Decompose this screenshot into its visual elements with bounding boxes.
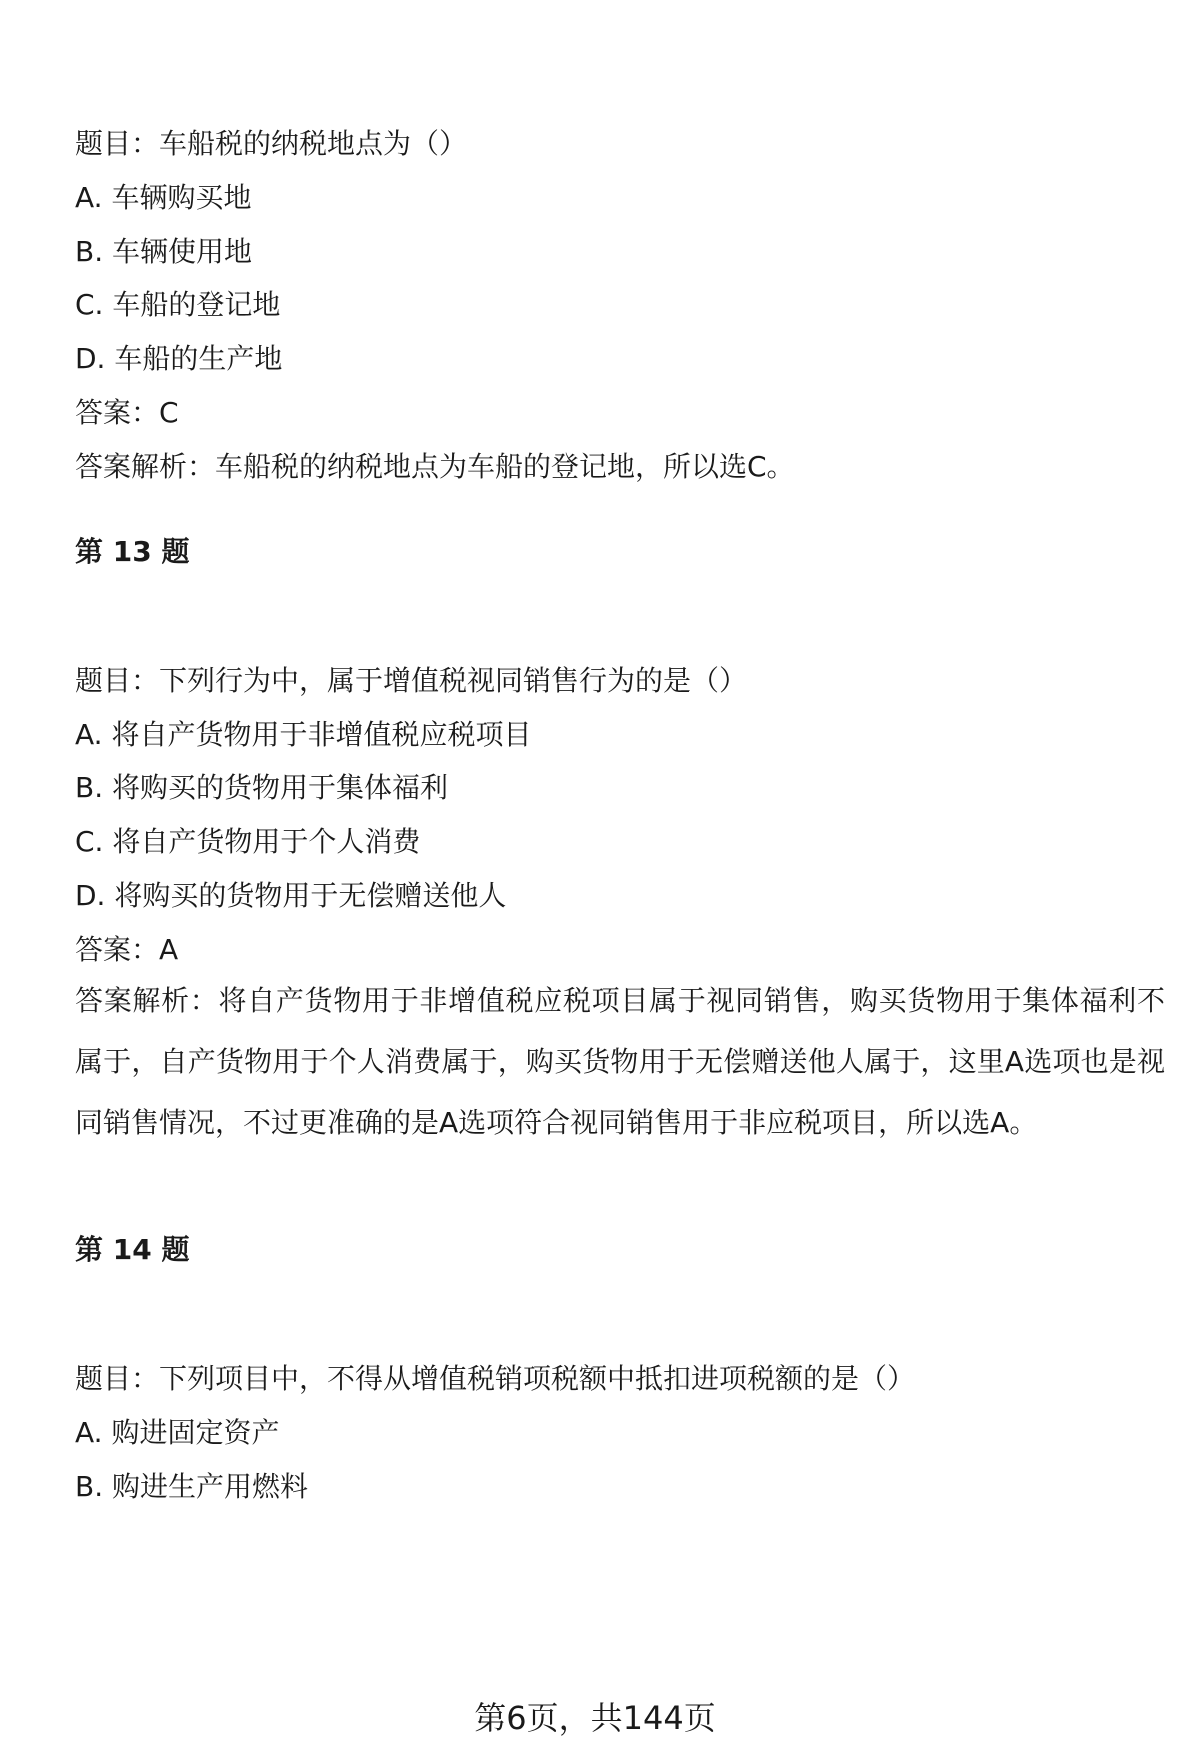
question-14-heading: 第 14 题 xyxy=(75,1233,190,1266)
question-13-text: 题目：下列行为中，属于增值税视同销售行为的是（） xyxy=(75,664,748,697)
question-13-option-c: C. 将自产货物用于个人消费 xyxy=(75,825,421,858)
question-12-option-d: D. 车船的生产地 xyxy=(75,342,283,375)
question-13-option-b: B. 将购买的货物用于集体福利 xyxy=(75,771,449,804)
question-13-option-a: A. 将自产货物用于非增值税应税项目 xyxy=(75,718,532,751)
question-12-option-c: C. 车船的登记地 xyxy=(75,288,281,321)
question-13-option-d: D. 将购买的货物用于无偿赠送他人 xyxy=(75,879,507,912)
question-12-text: 题目：车船税的纳税地点为（） xyxy=(75,127,468,160)
page-number: 第6页，共144页 xyxy=(474,1699,716,1737)
question-14-option-a: A. 购进固定资产 xyxy=(75,1416,280,1449)
question-12-option-a: A. 车辆购买地 xyxy=(75,181,252,214)
question-12-option-b: B. 车辆使用地 xyxy=(75,235,253,268)
question-13-answer: 答案：A xyxy=(75,933,179,966)
question-14-option-b: B. 购进生产用燃料 xyxy=(75,1470,309,1503)
question-12-analysis: 答案解析：车船税的纳税地点为车船的登记地，所以选C。 xyxy=(75,450,795,483)
question-12-answer: 答案：C xyxy=(75,396,179,429)
question-13-analysis: 答案解析：将自产货物用于非增值税应税项目属于视同销售，购买货物用于集体福利不属于，自产货物用于个人消费属于，购买货物用于无偿赠送他人属于，这里A选项也是视同销售情况，不过更准确的是A选项符合视同销售用于非应税项目，所以选A。 xyxy=(75,984,1165,1139)
question-14-text: 题目：下列项目中，不得从增值税销项税额中抵扣进项税额的是（） xyxy=(75,1362,916,1395)
question-13-heading: 第 13 题 xyxy=(75,535,190,568)
